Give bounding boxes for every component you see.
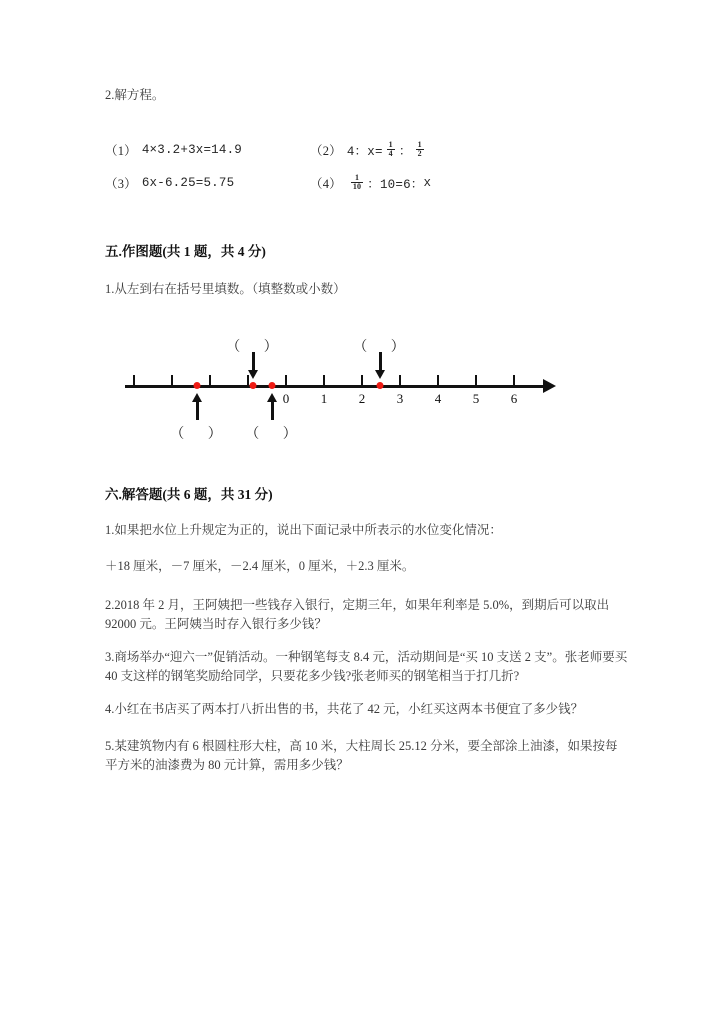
equation-row [105, 133, 625, 166]
section-six-question-4: 4.小红在书店买了两本打八折出售的书，共花了 42 元，小红买这两本书便宜了多少钱？ [105, 702, 584, 716]
section-six-heading: 六.解答题(共 6 题，共 31 分) [105, 487, 273, 502]
section-five-question-1: 1.从左到右在括号里填数。（填整数或小数） [105, 282, 346, 296]
red-marker-dot [194, 382, 201, 389]
axis-tick [399, 375, 401, 386]
fraction-denominator: 4 [388, 149, 393, 158]
equation-body-mid: ：10=6： [367, 177, 424, 192]
red-marker-dot [269, 382, 276, 389]
axis-tick [171, 375, 173, 386]
equation-number: （3） [105, 176, 137, 191]
section-six-question-5: 5.某建筑物内有 6 根圆柱形大柱，高 10 米，大柱周长 25.12 分米，要全部涂上油漆，如果按每平方米的油漆费为 80 元计算，需用多少钱？ [105, 739, 618, 773]
answer-blank-parens-top[interactable]: （ ） [353, 340, 415, 355]
arrow-shaft [196, 400, 199, 420]
axis-label-3: 3 [396, 391, 404, 406]
equation-body-mid: ： [398, 144, 412, 159]
arrow-head [375, 370, 385, 379]
axis-label-0: 0 [282, 391, 290, 406]
axis-label-1: 1 [320, 391, 328, 406]
axis-tick [475, 375, 477, 386]
arrow-head [248, 370, 258, 379]
equation-body-pre: 4：x= [346, 144, 383, 159]
arrow-shaft [271, 400, 274, 420]
equation-number: （1） [105, 143, 137, 158]
fraction-one-quarter [387, 141, 395, 159]
red-marker-dot [377, 382, 384, 389]
section-six-question-1-line-2: ＋18 厘米，－7 厘米，－2.4 厘米，0 厘米，＋2.3 厘米。 [105, 559, 415, 573]
axis-tick [361, 375, 363, 386]
fraction-numerator: 1 [417, 139, 422, 149]
equation-item-2 [310, 141, 428, 159]
axis-tick [209, 375, 211, 386]
equation-number: （2） [310, 143, 342, 158]
solve-equations-title: 2.解方程。 [105, 88, 165, 102]
number-line-figure [105, 330, 595, 440]
up-arrow-icon [267, 392, 277, 420]
axis-label-6: 6 [510, 391, 518, 406]
axis-label-4: 4 [434, 391, 442, 406]
axis-label-2: 2 [358, 391, 366, 406]
fraction-denominator: 10 [352, 182, 362, 191]
equation-row [105, 166, 625, 199]
axis-tick [437, 375, 439, 386]
fraction-denominator: 2 [417, 149, 422, 158]
fraction-one-half [416, 141, 424, 159]
arrow-head [192, 393, 202, 402]
equation-body: 4×3.2+3x=14.9 [141, 142, 242, 157]
answer-blank-parens-top[interactable]: （ ） [226, 340, 288, 355]
up-arrow-icon [192, 392, 202, 420]
axis-tick [285, 375, 287, 386]
equation-body: 6x-6.25=5.75 [141, 175, 235, 190]
equation-item-1 [105, 141, 310, 159]
equation-item-4 [310, 174, 431, 192]
down-arrow-icon [375, 352, 385, 380]
equation-item-3 [105, 174, 310, 192]
axis-label-5: 5 [472, 391, 480, 406]
answer-blank-parens-bottom[interactable]: （ ） [170, 427, 232, 442]
section-six-question-2: 2.2018 年 2 月，王阿姨把一些钱存入银行，定期三年，如果年利率是 5.0%，到期后可以取出 92000 元。王阿姨当时存入银行多少钱？ [105, 598, 613, 632]
equation-body-post: x [423, 175, 432, 190]
section-six-question-3: 3.商场举办“迎六一”促销活动。一种钢笔每支 8.4 元，活动期间是“买 10 支送 2 支”。张老师要买 40 支这样的钢笔奖励给同学，只要花多少钱?张老师买的钢笔相当于打几折? [105, 650, 631, 684]
section-six-question-1-line-1: 1.如果把水位上升规定为正的，说出下面记录中所表示的水位变化情况： [105, 523, 502, 537]
red-marker-dot [250, 382, 257, 389]
axis-tick [133, 375, 135, 386]
down-arrow-icon [248, 352, 258, 380]
fraction-one-tenth [351, 174, 363, 192]
axis-tick [323, 375, 325, 386]
axis-tick [513, 375, 515, 386]
answer-blank-parens-bottom[interactable]: （ ） [245, 427, 307, 442]
equation-number: （4） [310, 176, 342, 191]
number-line-axis [125, 385, 545, 388]
equations-grid [105, 133, 625, 199]
fraction-numerator: 1 [388, 139, 393, 149]
arrow-head [267, 393, 277, 402]
section-five-heading: 五.作图题(共 1 题，共 4 分) [105, 244, 266, 259]
axis-arrowhead-icon [543, 379, 556, 393]
fraction-numerator: 1 [354, 172, 360, 182]
